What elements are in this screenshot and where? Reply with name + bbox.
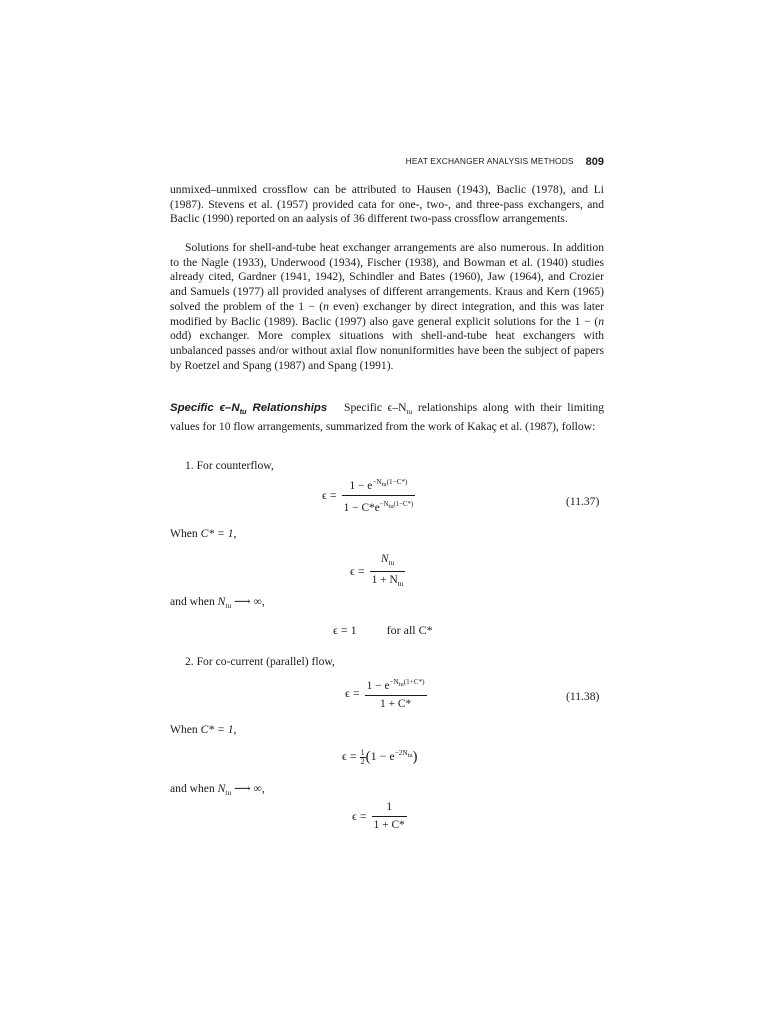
list-item-cocurrent: 2. For co-current (parallel) flow, <box>185 655 335 668</box>
paragraph-text-part-2: even) exchanger by direct integration, and this was later modified by Baclic (1989). Baclic (1997) also gave general explicit solutions for the 1 − <box>170 299 604 328</box>
equation-cocurrent-limit: ϵ = $\frac{1}{1 + C*}$ <box>352 801 405 831</box>
running-head <box>170 154 604 170</box>
condition-ntu-infinity: and when $N_{tu}$ ⟶ ∞, <box>170 782 265 797</box>
paragraph-shell-and-tube-references: Solutions for shell-and-tube heat exchanger arrangements are also numerous. In addition to the Nagle (1933), Underwood (1934), Fischer (1938), and Bowman et al. (1940) studies already cited, Gardner (1941, 1942), Schindler and Bates (1960), Jaw (1964), and Crozier and Samuels (1977) all provided analyses of different arrangements. Kraus and Kern (1965) solved the problem of the 1 − (n even) exchanger by direct integration, and this was later modified by Baclic (1989). Baclic (1997) also gave general explicit solutions for the 1 − (n odd) exchanger. More complex situations with shell-and-tube heat exchangers with unbalanced passes and/or without axial flow nonuniformities have been the subject of papers by Roetzel and Spang (1987) and Spang (1991). <box>170 241 604 372</box>
n-variable: n <box>323 299 329 313</box>
paragraph-text-part-1: Solutions for shell-and-tube heat exchanger arrangements are also numerous. In addition to the Nagle (1933), Underwood (1934), Fischer (1938), and Bowman et al. (1940) studies already cited, Gardner (1941, 1942), Schindler and Bates (1960), Jaw (1964), and Crozier and Samuels (1977) all provided analyses of different arrangements. Kraus and Kern (1965) solved the problem of the 1 − <box>170 241 604 313</box>
list-item-counterflow: 1. For counterflow, <box>185 459 274 472</box>
paragraph-crossflow-references: unmixed–unmixed crossflow can be attributed to Hausen (1943), Baclic (1978), and Li (1987). Stevens et al. (1957) provided cata for one-, two-, and three-pass exchangers, and Baclic (1990) reported on an aalysis of 36 different two-pass crossflow arrangements. <box>170 183 604 226</box>
fraction: $\frac{1 - e^{-Ntu(1+C*)}}{1 + C*}$ <box>366 678 425 710</box>
equation-counterflow-c-star-one: ϵ = $\frac{N_{tu}}{1 + N_{tu}}$ <box>350 553 404 588</box>
equation-counterflow-limit: ϵ = 1 for all C* <box>333 623 433 637</box>
n-variable: n <box>598 314 604 328</box>
equation-11-37: ϵ = $\frac{1 - e^{-Ntu(1-C*)}}{1 - C*e^{-Ntu(1-C*)}}$ <box>322 478 414 514</box>
section-intro-paragraph: Specific $\epsilon-N_{tu}$ Relationships Specific $\epsilon-N_{tu}$ relationships along with their limiting values for 10 flow arrangements, summarized from the work of Kakaç et al. (1987), follow: <box>170 401 604 433</box>
equation-11-38: ϵ = $\frac{1 - e^{-Ntu(1+C*)}}{1 + C*}$ <box>345 678 425 710</box>
fraction: $\frac{1}{1 + C*}$ <box>373 801 405 831</box>
condition-c-star-one: When C* = 1, <box>170 723 237 736</box>
paragraph-text-part-3: odd) exchanger. More complex situations with shell-and-tube heat exchangers with unbalanced passes and/or without axial flow nonuniformities have been the subject of papers by Roetzel and Spang (1987) and Spang (1991). <box>170 329 604 372</box>
fraction: $\frac{1 - e^{-Ntu(1-C*)}}{1 - C*e^{-Ntu(1-C*)}}$ <box>343 478 414 514</box>
section-heading: Specific $\epsilon-N_{tu}$ Relationships <box>170 402 328 416</box>
one-half-fraction: $\frac{1}{2}$ <box>360 747 365 766</box>
equation-cocurrent-c-star-one: ϵ = $\frac{1}{2}$ $(1 - e^{-2Ntu})$ <box>342 747 418 766</box>
page-number: 809 <box>585 156 604 168</box>
running-head-title: HEAT EXCHANGER ANALYSIS METHODS <box>405 156 574 166</box>
fraction: $\frac{N_{tu}}{1 + N_{tu}}$ <box>371 553 404 588</box>
condition-ntu-infinity: and when $N_{tu}$ ⟶ ∞, <box>170 595 265 610</box>
equation-number-11-37: (11.37) <box>566 495 600 508</box>
condition-c-star-one: When C* = 1, <box>170 527 237 540</box>
equation-number-11-38: (11.38) <box>566 690 600 703</box>
